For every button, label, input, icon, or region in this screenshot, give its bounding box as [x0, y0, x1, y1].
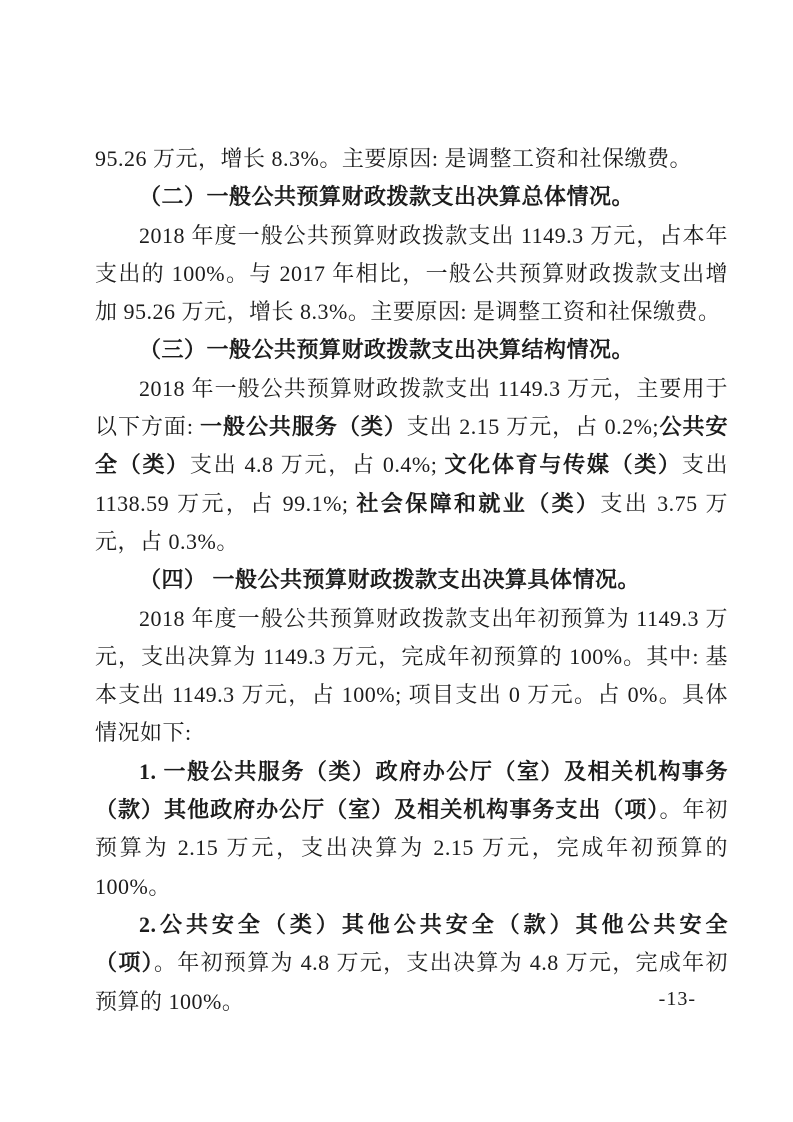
text-run: 支出 3.75 万元，占 0.3%。	[95, 490, 728, 554]
text-run: 2018 年度一般公共预算财政拨款支出年初预算为 1149.3 万元，支出决算为 1149.3 万元，完成年初预算的 100%。其中: 基本支出 1149.3 万元，占 100%; 项目支出 0 万元。占 0%。具体情况如下:	[95, 605, 728, 746]
paragraph-overall-situation	[95, 217, 728, 332]
item-2-title-run: 2.公共安全（类）其他公共安全（款）其他公共安全（项）	[95, 911, 728, 976]
category-public-security-run: 公共安全（类）	[95, 414, 728, 478]
text-run: 支出 2.15 万元，占 0.2%;	[406, 414, 660, 440]
section-heading-4	[95, 561, 728, 599]
heading-run: （四） 一般公共预算财政拨款支出决算具体情况。	[139, 567, 641, 593]
paragraph-item-1	[95, 753, 728, 906]
item-1-title-run: 1. 一般公共服务（类）政府办公厅（室）及相关机构事务（款）其他政府办公厅（室）及相关机构事务支出（项）	[95, 758, 728, 823]
category-general-public-services-run: 一般公共服务（类）	[200, 414, 407, 440]
item-1-detail-run: 。年初预算为 2.15 万元，支出决算为 2.15 万元，完成年初预算的 100%。	[95, 797, 728, 899]
heading-run: （二）一般公共预算财政拨款支出决算总体情况。	[139, 184, 635, 210]
heading-run: （三）一般公共预算财政拨款支出决算结构情况。	[139, 337, 635, 363]
item-2-detail-run: 。年初预算为 4.8 万元，支出决算为 4.8 万元，完成年初预算的 100%。	[95, 950, 728, 1014]
text-run: 2018 年一般公共预算财政拨款支出 1149.3 万元，主要用于以下方面:	[95, 375, 728, 440]
document-body	[95, 140, 728, 1021]
text-run: 95.26 万元，增长 8.3%。主要原因: 是调整工资和社保缴费。	[95, 146, 692, 171]
category-social-security-employment-run: 社会保障和就业（类）	[356, 490, 601, 516]
text-run: 支出 4.8 万元，占 0.4%;	[189, 452, 445, 478]
section-heading-3	[95, 331, 728, 369]
text-run: 2018 年度一般公共预算财政拨款支出 1149.3 万元，占本年支出的 100%。与 2017 年相比，一般公共预算财政拨款支出增加 95.26 万元，增长 8.3%。主要原因: 是调整工资和社保缴费。	[95, 222, 728, 325]
page-number: -13-	[658, 988, 696, 1010]
text-run: 支出 1138.59 万元，占 99.1%;	[95, 452, 728, 516]
section-heading-2	[95, 178, 728, 216]
category-culture-sports-media-run: 文化体育与传媒（类）	[444, 452, 682, 478]
paragraph-structure-situation	[95, 370, 728, 561]
paragraph-overflow-from-previous-page	[95, 140, 728, 178]
paragraph-specific-situation	[95, 600, 728, 753]
